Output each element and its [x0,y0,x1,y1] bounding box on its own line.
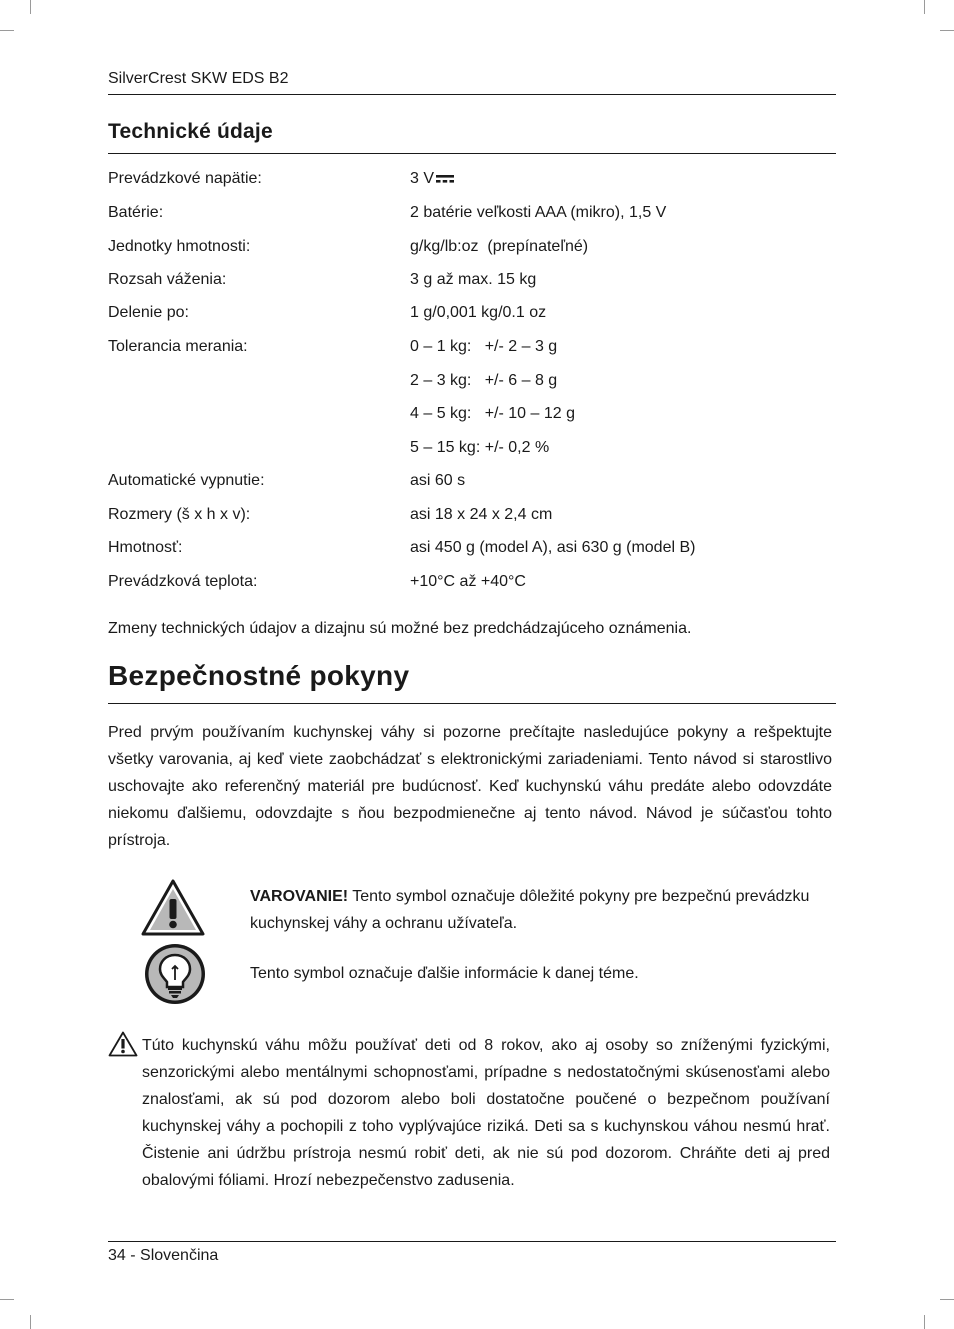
spec-value: +10°C až +40°C [410,573,526,590]
spec-row [108,506,836,530]
spec-row [108,304,836,328]
intro-paragraph: Pred prvým používaním kuchynskej váhy si pozorne prečítajte nasledujúce pokyny a rešpektujte všetky varovania, aj keď viete zaobchádzať s elektronickými zariadeniami. Tento návod si starostlivo uschovajte ako referenčný materiál pre budúcnosť. Keď kuchynskú váhu predáte alebo odovzdáte niekomu ďalšiemu, odovzdajte s ňou bezpodmienečne aj tento návod. Návod je súčasťou tohto prístroja. [108,724,832,849]
header-rule [108,94,836,95]
spec-label: Automatické vypnutie: [108,472,265,489]
spec-value: asi 18 x 24 x 2,4 cm [410,506,553,523]
warning-description: Tento symbol označuje dôležité pokyny pre bezpečnú prevádzku kuchynskej váhy a ochranu užívateľa. [250,888,810,932]
section-heading-technical: Technické údaje [108,120,273,143]
spec-label: Prevádzková teplota: [108,573,258,590]
spec-row [108,405,836,429]
section-rule [108,153,836,154]
spec-row [108,472,836,496]
info-symbol-text: Tento symbol označuje ďalšie informácie k danej téme. [250,965,639,982]
warning-triangle-icon [108,1031,138,1062]
spec-row [108,372,836,396]
spec-label: Rozsah váženia: [108,271,227,288]
warning-symbol-text [250,883,810,937]
warning-triangle-icon [141,879,205,942]
crop-mark [924,0,925,14]
spec-value: 2 batérie veľkosti AAA (mikro), 1,5 V [410,204,667,221]
section-heading-safety: Bezpečnostné pokyny [108,660,410,691]
spec-value: asi 60 s [410,472,466,489]
crop-mark [924,1315,925,1329]
spec-label: Hmotnosť: [108,539,183,556]
spec-label: Batérie: [108,204,164,221]
spec-value: 2 – 3 kg: +/- 6 – 8 g [410,372,558,389]
spec-label: Jednotky hmotnosti: [108,238,251,255]
spec-value [410,170,454,188]
warning-label: VAROVANIE! [250,888,349,905]
spec-value-text: 3 V [410,170,435,187]
crop-mark [30,1315,31,1329]
spec-label: Prevádzkové napätie: [108,170,262,187]
spec-value: g/kg/lb:oz (prepínateľné) [410,238,589,255]
dc-voltage-icon [436,174,454,184]
crop-mark [940,30,954,31]
change-notice: Zmeny technických údajov a dizajnu sú možné bez predchádzajúceho oznámenia. [108,620,692,637]
spec-row [108,204,836,228]
spec-value: 5 – 15 kg: +/- 0,2 % [410,439,550,456]
spec-label: Delenie po: [108,304,189,321]
spec-row [108,170,836,194]
spec-value: 3 g až max. 15 kg [410,271,537,288]
spec-row [108,439,836,463]
page-number: 34 - Slovenčina [108,1247,219,1264]
children-warning-paragraph: Túto kuchynskú váhu môžu používať deti od 8 rokov, ako aj osoby so zníženými fyzickými, senzorickými alebo mentálnymi schopnosťami, prípadne s nedostatočnými skúsenosťami alebo znalosťami, ak sú pod dozorom alebo boli dostatočne poučené o bezpečnom používaní kuchynskej váhy a pochopili z toho vyplývajúce riziká. Deti sa s kuchynskou váhou nesmú hrať. Čistenie ani údržbu prístroja nesmú robiť deti, ak nie sú pod dozorom. Chráňte deti aj pred obalovými fóliami. Hrozí nebezpečenstvo zadusenia. [142,1037,830,1189]
spec-row [108,573,836,597]
footer-rule [108,1241,836,1242]
crop-mark [940,1299,954,1300]
spec-row [108,338,836,362]
spec-row [108,539,836,563]
spec-row [108,271,836,295]
crop-mark [0,1299,14,1300]
crop-mark [30,0,31,14]
spec-row [108,238,836,262]
crop-mark [0,30,14,31]
spec-value: asi 450 g (model A), asi 630 g (model B) [410,539,696,556]
spec-value: 0 – 1 kg: +/- 2 – 3 g [410,338,558,355]
spec-value: 1 g/0,001 kg/0.1 oz [410,304,547,321]
document-header: SilverCrest SKW EDS B2 [108,70,289,87]
spec-value: 4 – 5 kg: +/- 10 – 12 g [410,405,575,422]
spec-label: Tolerancia merania: [108,338,248,355]
spec-label: Rozmery (š x h x v): [108,506,251,523]
section-rule [108,703,836,704]
light-bulb-icon [143,942,207,1011]
